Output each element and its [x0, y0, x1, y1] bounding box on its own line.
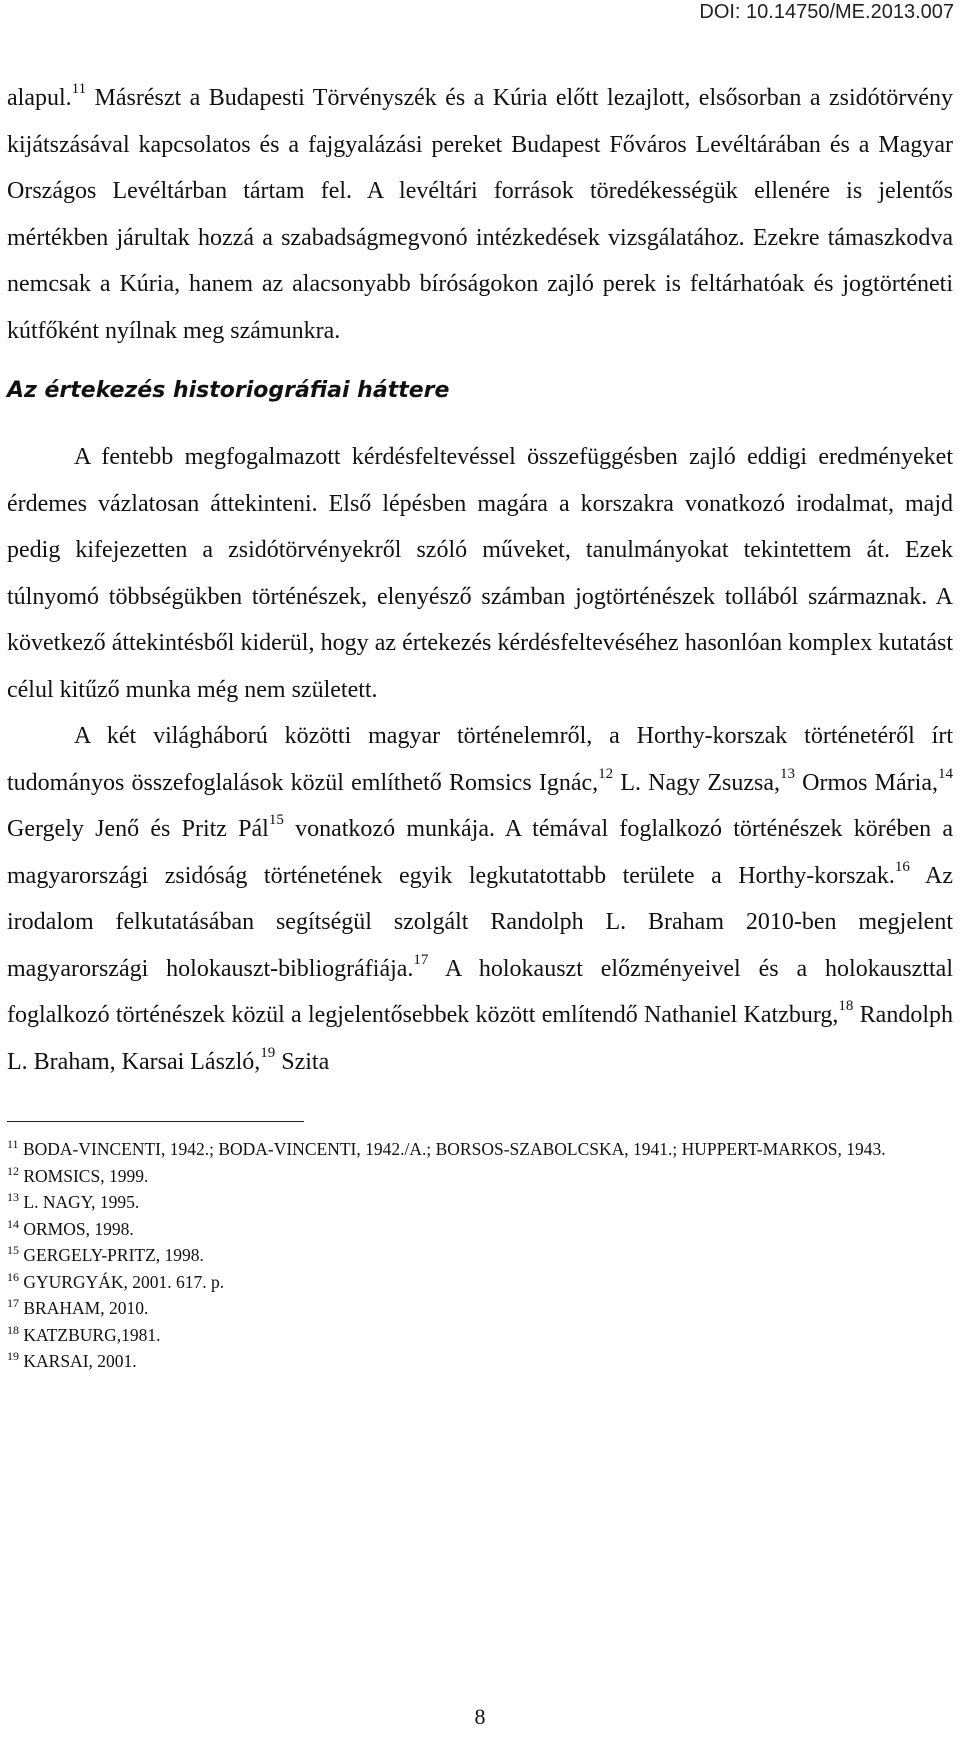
paragraph-3-text: L. Nagy Zsuzsa,: [613, 769, 780, 796]
footnote-number: 19: [7, 1349, 19, 1363]
footnote-text: ORMOS, 1998.: [19, 1218, 134, 1239]
paragraph-3-text: A holokauszt előzményeivel és a holokauszttal foglalkozó történészek közül a legjelentősebbek között említendő Nathaniel Katzburg,: [7, 955, 953, 1028]
footnote-number: 14: [7, 1216, 19, 1231]
footnote-ref-18[interactable]: 18: [838, 998, 854, 1014]
footnote: [7, 1163, 953, 1190]
footnote-text: GYURGYÁK, 2001. 617. p.: [19, 1271, 225, 1292]
paragraph-1-text-b: Másrészt a Budapesti Törvényszék és a Kúria előtt lezajlott, elsősorban a zsidótörvény kijátszásával kapcsolatos és a fajgyalázási pereket Budapest Főváros Levéltárában és a Magyar Országos Levéltárban tártam fel. A levéltári források töredékességük ellenére is jelentős mértékben járultak hozzá a szabadságmegvonó intézkedések vizsgálatához. Ezekre támaszkodva nemcsak a Kúria, hanem az alacsonyabb bíróságokon zajló perek is feltárhatóak és jogtörténeti kútfőként nyílnak meg számunkra.: [7, 85, 953, 344]
footnote: [7, 1242, 953, 1269]
footnote: [7, 1189, 953, 1216]
footnote-ref-15[interactable]: 15: [268, 812, 284, 828]
footnote-ref-17[interactable]: 17: [413, 951, 429, 968]
footnote: [7, 1216, 953, 1243]
footnote-text: KARSAI, 2001.: [19, 1351, 137, 1371]
footnote-text: BODA-VINCENTI, 1942.; BODA-VINCENTI, 1942./A.; BORSOS-SZABOLCSKA, 1941.; HUPPERT-MARKOS, 1943.: [18, 1139, 886, 1159]
footnote: [7, 1295, 953, 1322]
footnote-number: 11: [7, 1137, 19, 1151]
footnote-ref-19[interactable]: 19: [260, 1044, 276, 1061]
footnote-text: ROMSICS, 1999.: [19, 1165, 149, 1186]
paragraph-3-text: Az irodalom felkutatásában segítségül szolgált Randolph L. Braham 2010-ben megjelent magyarországi holokauszt-bibliográfiája.: [7, 862, 953, 982]
footnote-number: 12: [7, 1163, 19, 1178]
footnote-ref-14[interactable]: 14: [938, 765, 953, 782]
footnote: [7, 1322, 953, 1349]
paragraph-3-text: Szita: [275, 1048, 330, 1075]
paragraph-3-text: vonatkozó munkája. A témával foglalkozó történészek körében a magyarországi zsidóság történetének egyik legkutatottabb területe a Horthy-korszak.: [7, 816, 953, 889]
footnote-separator: [7, 1121, 304, 1122]
footnote-number: 13: [7, 1190, 19, 1204]
footnote-text: L. NAGY, 1995.: [19, 1192, 140, 1212]
footnote-number: 15: [7, 1243, 19, 1257]
footnote: [7, 1269, 953, 1296]
footnote-number: 17: [7, 1296, 19, 1310]
footnote-ref-11[interactable]: 11: [71, 81, 87, 97]
paragraph-3-text: Randolph L. Braham, Karsai László,: [7, 1002, 953, 1075]
doi-header: DOI: 10.14750/ME.2013.007: [699, 1, 954, 23]
paragraph-1-text-a: alapul.: [7, 85, 72, 111]
page-content: [7, 75, 953, 1375]
footnote-text: GERGELY-PRITZ, 1998.: [19, 1245, 204, 1265]
paragraph-2-text: A fentebb megfogalmazott kérdésfeltevéssel összefüggésben zajló eddigi eredményeket érdemes vázlatosan áttekinteni. Első lépésben magára a korszakra vonatkozó irodalmat, majd pedig kifejezetten a zsidótörvényekről szóló műveket, tanulmányokat tekintettem át. Ezek túlnyomó többségükben történészek, elenyésző számban jogtörténészek tollából származnak. A következő áttekintésből kiderül, hogy az értekezés kérdésfeltevéséhez hasonlóan komplex kutatást célul kitűző munka még nem született.: [7, 444, 953, 703]
footnotes: [7, 1136, 953, 1375]
page-number: 8: [474, 1704, 486, 1729]
footnote-ref-16[interactable]: 16: [894, 858, 910, 875]
footnote-text: BRAHAM, 2010.: [19, 1298, 149, 1318]
footnote-number: 18: [7, 1322, 19, 1337]
footnote: [7, 1348, 953, 1375]
footnote: [7, 1136, 953, 1163]
section-heading: Az értekezés historiográfiai háttere: [7, 378, 450, 403]
paragraph-2: [7, 434, 953, 713]
paragraph-1: [7, 75, 953, 354]
footnote-text: KATZBURG,1981.: [19, 1324, 161, 1345]
footnote-ref-12[interactable]: 12: [598, 765, 614, 782]
paragraph-3-text: Ormos Mária,: [794, 769, 938, 796]
footnote-number: 16: [7, 1269, 19, 1284]
paragraph-3: [7, 713, 953, 1085]
paragraph-3-text: A két világháború közötti magyar történelemről, a Horthy-korszak történetéről írt tudományos összefoglalások közül említhető Romsics Ignác,: [7, 723, 953, 796]
paragraph-3-text: Gergely Jenő és Pritz Pál: [7, 816, 269, 842]
footnote-ref-13[interactable]: 13: [779, 765, 795, 782]
